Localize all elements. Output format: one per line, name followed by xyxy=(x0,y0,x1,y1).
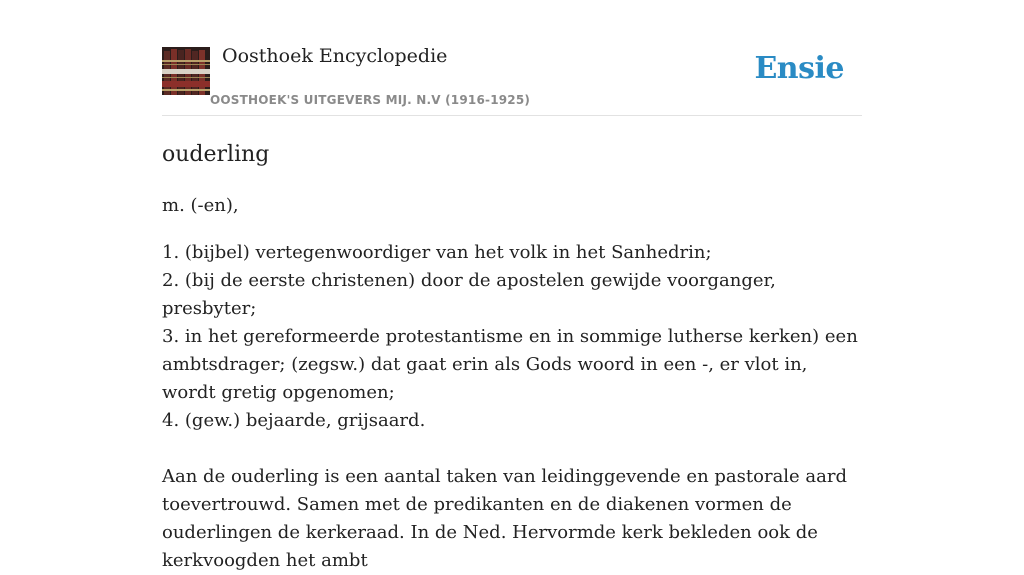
ensie-logo-link[interactable]: Ensie xyxy=(754,51,844,86)
entry-article xyxy=(162,116,862,575)
publisher-subtitle: OOSTHOEK'S UITGEVERS MIJ. N.V (1916-1925) xyxy=(210,93,531,107)
entry-grammar: m. (-en), xyxy=(162,195,239,216)
entry-title: ouderling xyxy=(162,142,270,167)
encyclopedia-avatar[interactable] xyxy=(162,47,210,95)
definition-item: 4. (gew.) bejaarde, grijsaard. xyxy=(162,410,426,431)
book-volumes-icon xyxy=(162,47,210,95)
definition-item: 3. in het gereformeerde protestantisme en in sommige lutherse kerken) een ambtsdrager; (zegsw.) dat gaat erin als Gods woord in een -, er vlot in, wordt gretig opgenomen; xyxy=(162,326,858,403)
content-container xyxy=(162,0,862,575)
site-title-link[interactable]: Oosthoek Encyclopedie xyxy=(222,45,448,67)
definition-item: 1. (bijbel) vertegenwoordiger van het volk in het Sanhedrin; xyxy=(162,242,712,263)
site-header xyxy=(162,0,862,116)
definition-item: 2. (bij de eerste christenen) door de apostelen gewijde voorganger, presbyter; xyxy=(162,270,776,319)
definition-list xyxy=(162,239,862,435)
entry-paragraph: Aan de ouderling is een aantal taken van leidinggevende en pastorale aard toevertrouwd. Samen met de predikanten en de diakenen vormen de ouderlingen de kerkeraad. In de Ned. Hervormde kerk bekleden ook de kerkvoogden het ambt xyxy=(162,466,848,571)
